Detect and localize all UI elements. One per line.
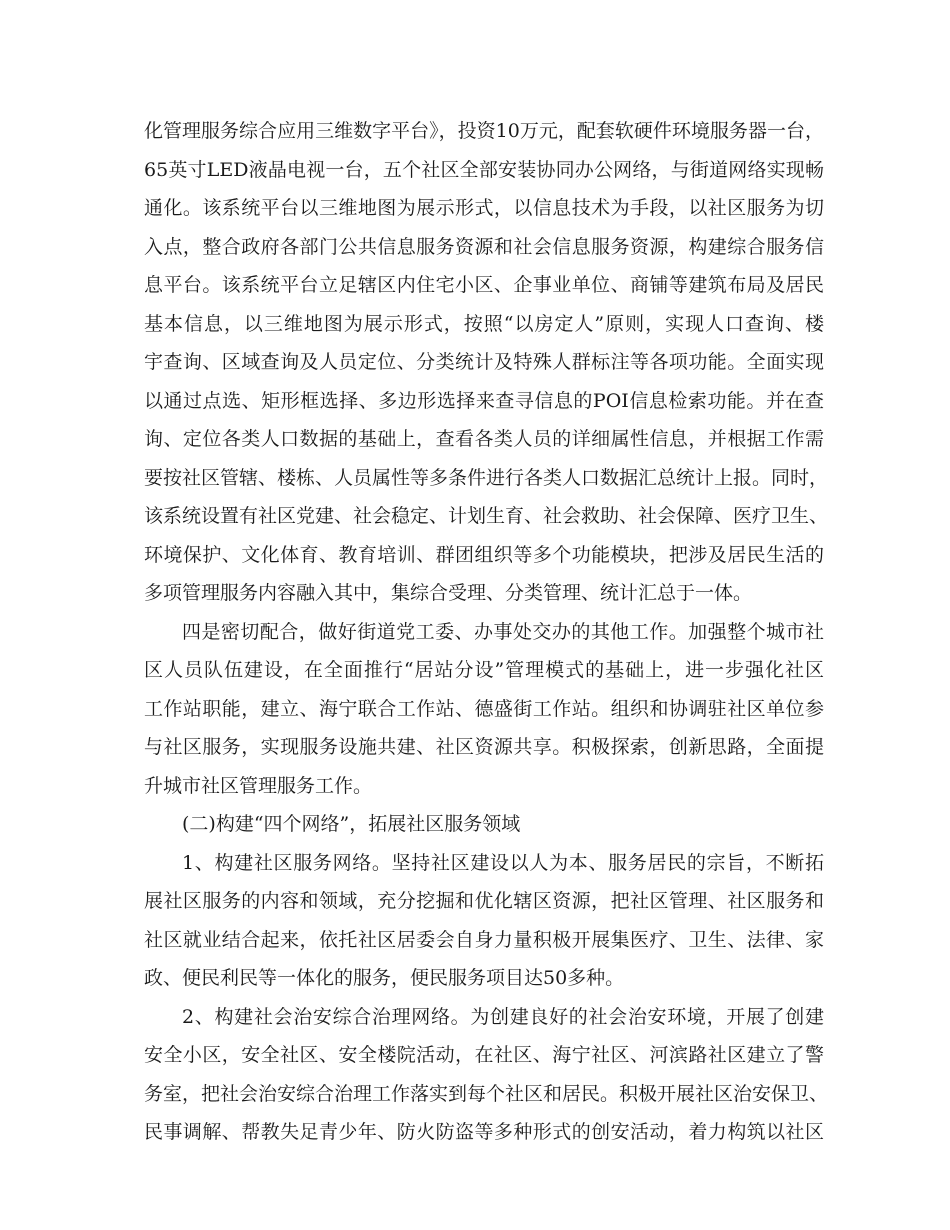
text-line: 多项管理服务内容融入其中，集综合受理、分类管理、统计汇总于一体。: [144, 582, 753, 604]
text-line: 民事调解、帮教失足青少年、防火防盗等多种形式的创安活动，着力构筑以社区: [144, 1121, 824, 1143]
text-line: 安全小区，安全社区、安全楼院活动，在社区、海宁社区、河滨路社区建立了警: [144, 1044, 824, 1066]
text-line: 1、构建社区服务网络。坚持社区建设以人为本、服务居民的宗旨，不断拓: [182, 851, 824, 874]
text-line: 该系统设置有社区党建、社会稳定、计划生育、社会救助、社会保障、医疗卫生、: [144, 505, 829, 527]
text-line: 基本信息，以三维地图为展示形式，按照“以房定人”原则，实现人口查询、楼: [144, 312, 824, 335]
text-line: 社区就业结合起来，依托社区居委会自身力量积极开展集医疗、卫生、法律、家: [144, 928, 824, 951]
text-line: 务室，把社会治安综合治理工作落实到每个社区和居民。积极开展社区治安保卫、: [144, 1082, 829, 1105]
text-line: 展社区服务的内容和领域，充分挖掘和优化辖区资源，把社区管理、社区服务和: [144, 890, 824, 912]
text-line: 环境保护、文化体育、教育培训、群团组织等多个功能模块，把涉及居民生活的: [144, 543, 824, 566]
text-line: 升城市社区管理服务工作。: [144, 774, 373, 797]
text-line: 化管理服务综合应用三维数字平台》，投资10万元，配套软硬件环境服务器一台，: [144, 120, 824, 142]
text-line: 入点，整合政府各部门公共信息服务资源和社会信息服务资源，构建综合服务信: [144, 235, 824, 258]
text-line: 政、便民利民等一体化的服务，便民服务项目达50多种。: [144, 967, 625, 989]
text-line: 询、定位各类人口数据的基础上，查看各类人员的详细属性信息，并根据工作需: [144, 428, 824, 450]
text-line: 以通过点选、矩形框选择、多边形选择来查寻信息的POI信息检索功能。并在查: [144, 389, 824, 412]
text-line: (二)构建“四个网络”，拓展社区服务领域: [182, 813, 521, 835]
text-line: 通化。该系统平台以三维地图为展示形式，以信息技术为手段，以社区服务为切: [144, 197, 824, 219]
text-line: 息平台。该系统平台立足辖区内住宅小区、企事业单位、商铺等建筑布局及居民: [144, 274, 824, 296]
text-line: 区人员队伍建设，在全面推行“居站分设”管理模式的基础上，进一步强化社区: [144, 659, 824, 681]
text-line: 四是密切配合，做好街道党工委、办事处交办的其他工作。加强整个城市社: [182, 620, 824, 643]
text-line: 工作站职能，建立、海宁联合工作站、德盛街工作站。组织和协调驻社区单位参: [144, 697, 824, 720]
text-line: 与社区服务，实现服务设施共建、社区资源共享。积极探索，创新思路，全面提: [144, 736, 824, 758]
document-body: [144, 112, 829, 1152]
text-line: 2、构建社会治安综合治理网络。为创建良好的社会治安环境，开展了创建: [182, 1005, 824, 1028]
text-line: 宇查询、区域查询及人员定位、分类统计及特殊人群标注等各项功能。全面实现: [144, 351, 824, 373]
text-line: 要按社区管辖、楼栋、人员属性等多条件进行各类人口数据汇总统计上报。同时，: [144, 466, 829, 489]
text-line: 65英寸LED液晶电视一台，五个社区全部安装协同办公网络，与街道网络实现畅: [144, 158, 824, 181]
